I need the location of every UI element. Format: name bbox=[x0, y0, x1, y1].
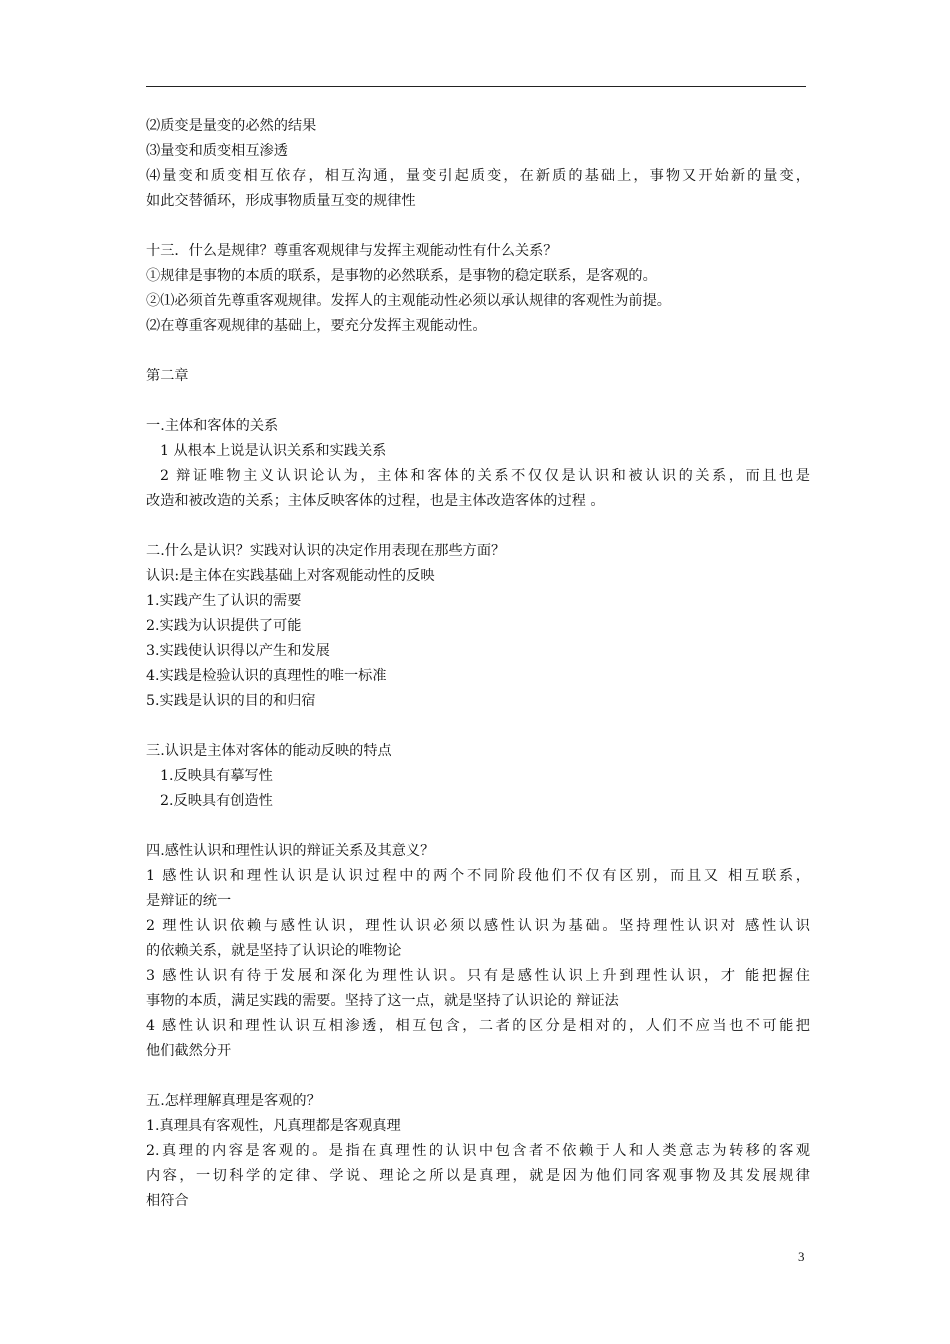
text-line: 内容，一切科学的定律、学说、理论之所以是真理，就是因为他们同客观事物及其发展规律 bbox=[146, 1168, 810, 1184]
list-item: 2.反映具有创造性 bbox=[160, 793, 273, 809]
text-line: 2 辩证唯物主义认识论认为，主体和客体的关系不仅仅是认识和被认识的关系，而且也是 bbox=[160, 468, 810, 484]
section-heading: 二.什么是认识？实践对认识的决定作用表现在那些方面？ bbox=[146, 543, 506, 559]
text-line: ⑷量变和质变相互依存，相互沟通，量变引起质变，在新质的基础上，事物又开始新的量变， bbox=[146, 168, 810, 184]
section-heading: 十三．什么是规律？尊重客观规律与发挥主观能动性有什么关系？ bbox=[146, 243, 558, 259]
text-line: 的依赖关系，就是坚持了认识论的唯物论 bbox=[146, 943, 402, 959]
text-line: 4 感性认识和理性认识互相渗透，相互包含，二者的区分是相对的，人们不应当也不可能把 bbox=[146, 1018, 810, 1034]
text-line: ⑶量变和质变相互渗透 bbox=[146, 143, 288, 159]
page-number: 3 bbox=[798, 1249, 805, 1264]
text-line: ②⑴必须首先尊重客观规律。发挥人的主观能动性必须以承认规律的客观性为前提。 bbox=[146, 293, 671, 309]
section-heading: 三.认识是主体对客体的能动反映的特点 bbox=[146, 743, 392, 759]
list-item: 5.实践是认识的目的和归宿 bbox=[146, 693, 316, 709]
text-line: 1 从根本上说是认识关系和实践关系 bbox=[160, 443, 387, 459]
text-line: 2.真理的内容是客观的。是指在真理性的认识中包含者不依赖于人和人类意志为转移的客观 bbox=[146, 1143, 810, 1159]
text-line: ⑵质变是量变的必然的结果 bbox=[146, 118, 317, 134]
chapter-heading: 第二章 bbox=[146, 368, 189, 384]
text-line: 事物的本质，满足实践的需要。坚持了这一点，就是坚持了认识论的 辩证法 bbox=[146, 993, 619, 1009]
section-heading: 一.主体和客体的关系 bbox=[146, 418, 279, 434]
list-item: 1.真理具有客观性，凡真理都是客观真理 bbox=[146, 1118, 401, 1134]
text-line: 认识:是主体在实践基础上对客观能动性的反映 bbox=[146, 568, 435, 584]
text-line: 是辩证的统一 bbox=[146, 893, 232, 909]
text-line: 2 理性认识依赖与感性认识，理性认识必须以感性认识为基础。坚持理性认识对 感性认识 bbox=[146, 918, 810, 934]
document-body bbox=[146, 114, 810, 1214]
header-rule bbox=[146, 86, 806, 87]
list-item: 2.实践为认识提供了可能 bbox=[146, 618, 302, 634]
list-item: 3.实践使认识得以产生和发展 bbox=[146, 643, 330, 659]
text-line: ①规律是事物的本质的联系，是事物的必然联系，是事物的稳定联系，是客观的。 bbox=[146, 268, 657, 284]
text-line: ⑵在尊重客观规律的基础上，要充分发挥主观能动性。 bbox=[146, 318, 487, 334]
text-line: 相符合 bbox=[146, 1193, 189, 1209]
text-line: 3 感性认识有待于发展和深化为理性认识。只有是感性认识上升到理性认识，才 能把握住 bbox=[146, 968, 810, 984]
text-line: 如此交替循环，形成事物质量互变的规律性 bbox=[146, 193, 416, 209]
list-item: 1.反映具有摹写性 bbox=[160, 768, 273, 784]
text-line: 他们截然分开 bbox=[146, 1043, 232, 1059]
text-line: 改造和被改造的关系；主体反映客体的过程，也是主体改造客体的过程 。 bbox=[146, 493, 605, 509]
list-item: 4.实践是检验认识的真理性的唯一标准 bbox=[146, 668, 387, 684]
text-line: 1 感性认识和理性认识是认识过程中的两个不同阶段他们不仅有区别，而且又 相互联系， bbox=[146, 868, 810, 884]
section-heading: 五.怎样理解真理是客观的？ bbox=[146, 1093, 321, 1109]
section-heading: 四.感性认识和理性认识的辩证关系及其意义？ bbox=[146, 843, 435, 859]
list-item: 1.实践产生了认识的需要 bbox=[146, 593, 302, 609]
